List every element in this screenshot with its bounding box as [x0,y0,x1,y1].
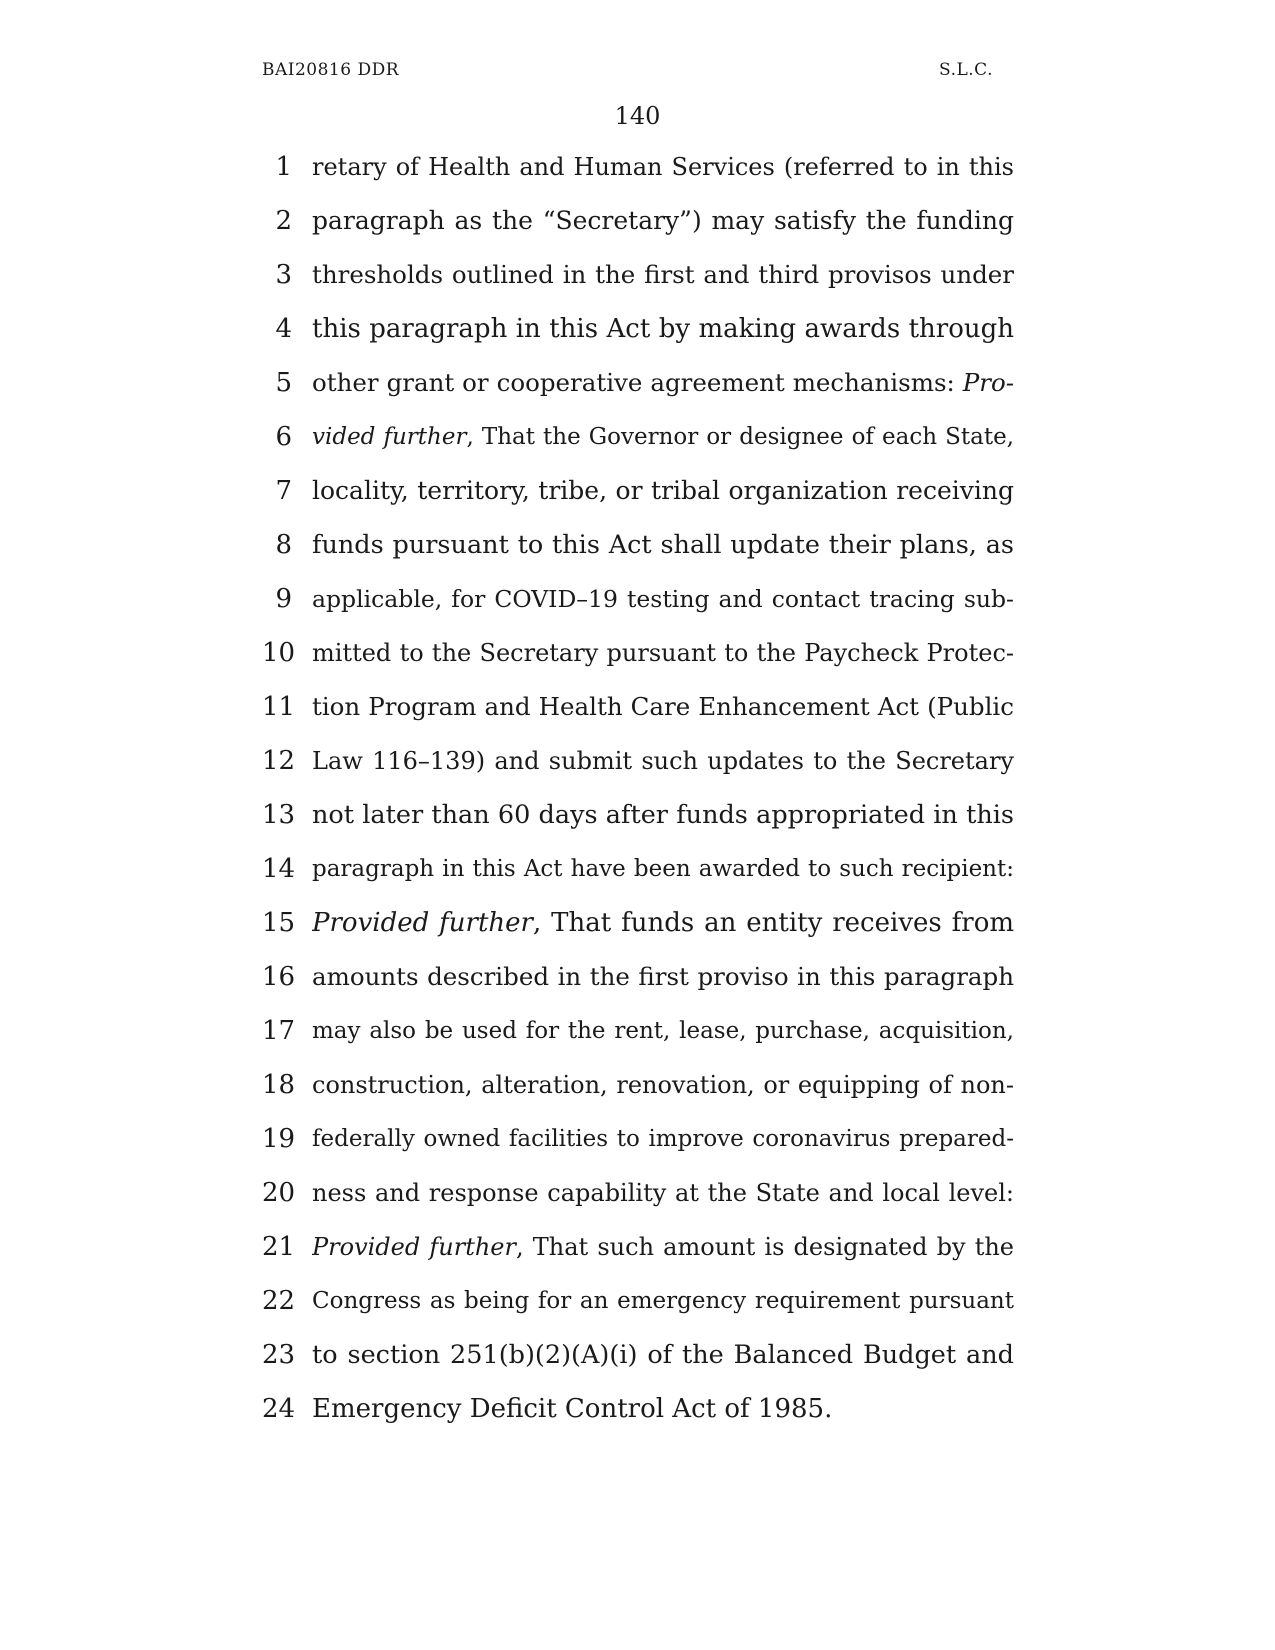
line-text [312,680,1014,734]
line-text [312,842,1014,896]
document-code: S.L.C. [939,60,993,80]
line-text [312,194,1014,248]
text-line [262,1220,1014,1274]
line-number: 18 [262,1070,296,1100]
italic-proviso: Provided further [312,1233,516,1261]
line-body: federally owned facilities to improve coronavirus prepared- [312,1126,1014,1152]
line-number: 19 [262,1124,296,1154]
line-body: tion Program and Health Care Enhancement Act (Public [312,692,1014,721]
line-number: 9 [275,584,292,614]
line-text [312,410,1014,464]
line-text [312,950,1014,1004]
text-line [262,410,1014,464]
text-line [262,1328,1014,1382]
line-body: ness and response capability at the State and local level: [312,1179,1014,1207]
line-body: locality, territory, tribe, or tribal organization receiving [312,476,1014,505]
line-text [312,734,1014,788]
line-text [312,140,1014,194]
text-line [262,464,1014,518]
line-number: 24 [262,1394,296,1424]
line-body: Congress as being for an emergency requirement pursuant [312,1288,1014,1314]
line-number: 16 [262,962,296,992]
line-text [312,1112,1014,1166]
line-text [312,1274,1014,1328]
text-line [262,1112,1014,1166]
line-body: Emergency Deficit Control Act of 1985. [312,1394,833,1424]
line-number: 20 [262,1178,296,1208]
line-text [312,896,1014,950]
bill-text-body [262,140,1014,1436]
line-number: 21 [262,1232,296,1262]
text-line [262,1274,1014,1328]
text-line [262,1166,1014,1220]
line-text [312,1220,1014,1274]
line-number: 23 [262,1340,296,1370]
line-number: 8 [275,530,292,560]
line-body: paragraph in this Act have been awarded to such recipient: [312,856,1014,882]
line-number: 4 [275,314,292,344]
line-text [312,302,1014,356]
line-number: 14 [262,854,296,884]
line-text [312,1166,1014,1220]
line-number: 6 [275,422,292,452]
line-body: amounts described in the first proviso in this paragraph [312,962,1014,991]
line-text [312,572,1014,626]
text-line [262,356,1014,410]
line-body: thresholds outlined in the first and third provisos under [312,260,1014,289]
line-body: Law 116–139) and submit such updates to the Secretary [312,747,1014,775]
page-number: 140 [614,102,661,130]
line-text [312,1004,1014,1058]
text-line [262,626,1014,680]
text-line [262,788,1014,842]
line-number: 1 [275,152,292,182]
line-number: 3 [275,260,292,290]
line-text [312,626,1014,680]
text-line [262,518,1014,572]
document-id: BAI20816 DDR [262,60,400,80]
text-line [262,950,1014,1004]
text-line [262,842,1014,896]
text-line [262,680,1014,734]
line-number: 10 [262,638,296,668]
line-number: 12 [262,746,296,776]
text-line [262,1058,1014,1112]
line-text [312,464,1014,518]
line-text [312,1058,1014,1112]
text-line [262,140,1014,194]
line-number: 13 [262,800,296,830]
text-line [262,248,1014,302]
line-text [312,1382,1014,1436]
line-body: , That funds an entity receives from [532,908,1014,938]
text-line [262,896,1014,950]
line-body: paragraph as the “Secretary”) may satisfy the funding [312,206,1014,235]
line-body: applicable, for COVID–19 testing and contact tracing sub- [312,585,1014,613]
line-body: other grant or cooperative agreement mechanisms: [312,368,963,397]
line-number: 2 [275,206,292,236]
line-number: 17 [262,1016,296,1046]
line-body: may also be used for the rent, lease, purchase, acquisition, [312,1018,1014,1044]
line-body: this paragraph in this Act by making awards through [312,314,1014,344]
line-text [312,356,1014,410]
line-body: not later than 60 days after funds appropriated in this [312,800,1014,830]
line-body: to section 251(b)(2)(A)(i) of the Balanced Budget and [312,1340,1014,1370]
line-number: 15 [262,908,296,938]
line-body: , That such amount is designated by the [515,1233,1014,1261]
text-line [262,734,1014,788]
line-text [312,248,1014,302]
line-number: 22 [262,1286,296,1316]
text-line [262,1382,1014,1436]
line-text [312,788,1014,842]
line-text [312,518,1014,572]
line-number: 5 [275,368,292,398]
line-text [312,1328,1014,1382]
text-line [262,194,1014,248]
line-body: retary of Health and Human Services (referred to in this [312,153,1014,181]
line-body: mitted to the Secretary pursuant to the Paycheck Protec- [312,639,1014,667]
line-number: 11 [262,692,296,722]
line-body: funds pursuant to this Act shall update their plans, as [312,530,1014,560]
line-number: 7 [275,476,292,506]
italic-proviso: vided further [312,424,467,450]
text-line [262,572,1014,626]
line-body: construction, alteration, renovation, or equipping of non- [312,1071,1014,1099]
italic-proviso: Pro- [962,368,1014,397]
text-line [262,302,1014,356]
line-body: , That the Governor or designee of each State, [466,424,1014,450]
text-line [262,1004,1014,1058]
italic-proviso: Provided further [312,908,533,938]
